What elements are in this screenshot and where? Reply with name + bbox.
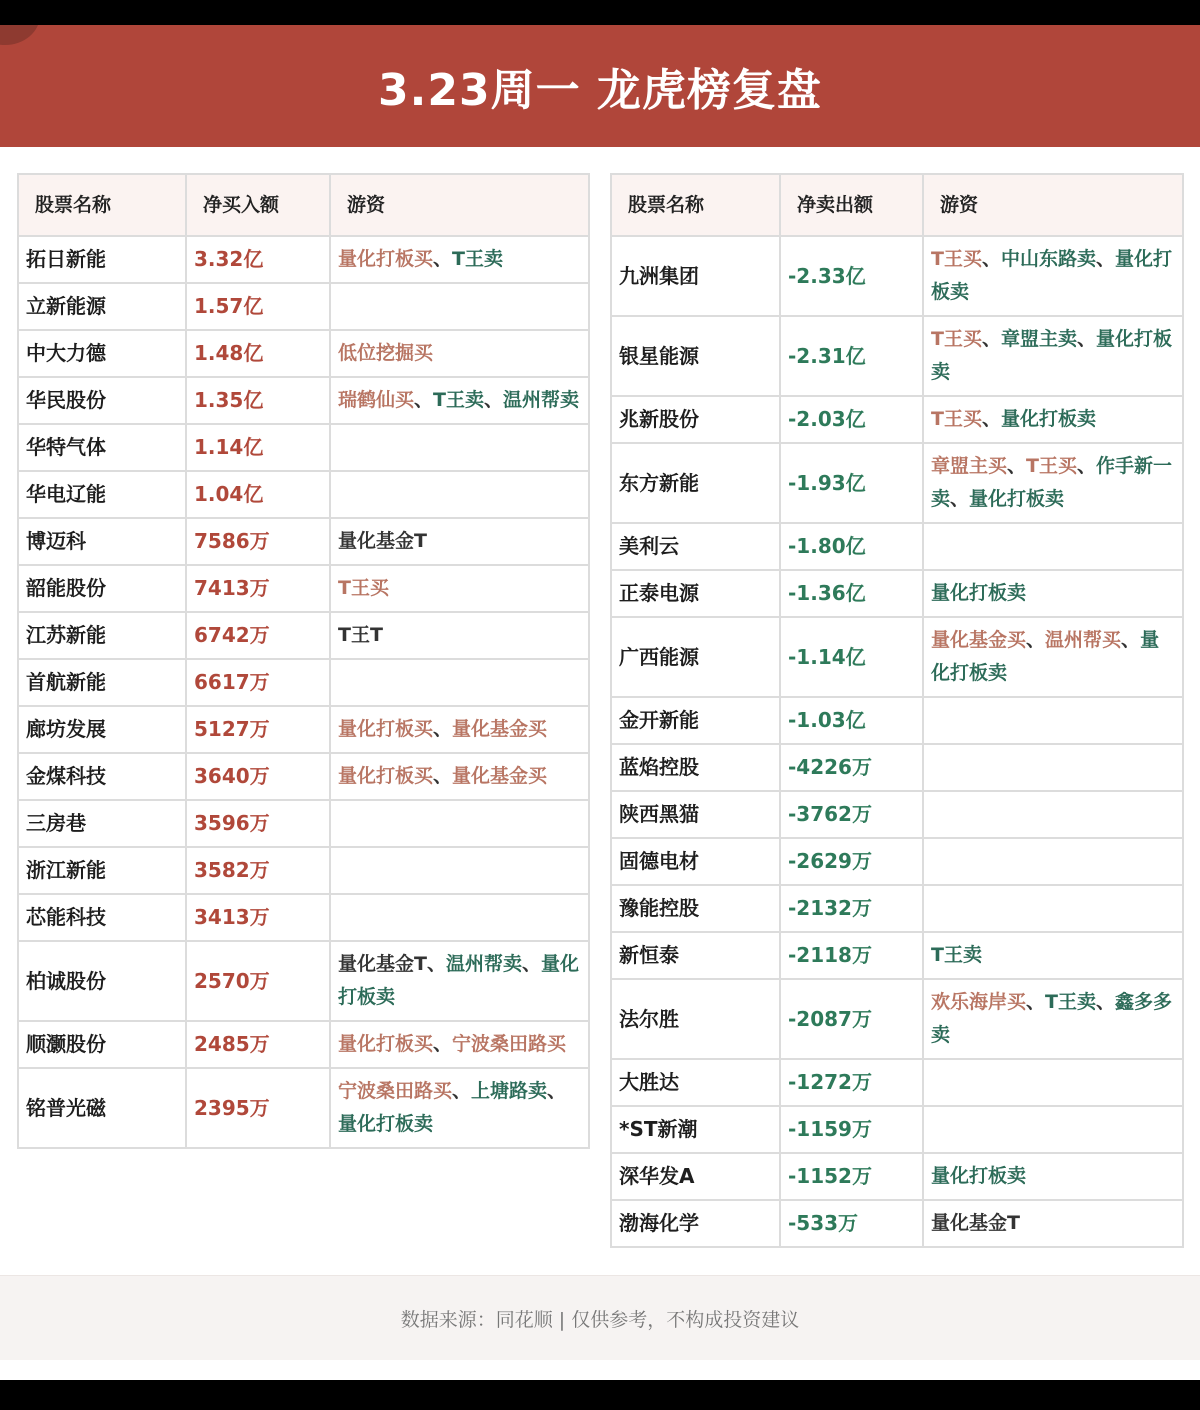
stock-name: 华特气体 (18, 424, 186, 471)
net-amount: -1.14亿 (780, 617, 923, 697)
table-row (611, 979, 1183, 1059)
stock-name: 美利云 (611, 523, 780, 570)
trader-sell: T王卖 (931, 944, 982, 966)
traders-cell (330, 471, 589, 518)
table-row (611, 1153, 1183, 1200)
stock-name: 顺灏股份 (18, 1021, 186, 1068)
traders-cell (923, 1059, 1183, 1106)
separator: 、 (547, 1080, 567, 1102)
table-row (18, 1021, 589, 1068)
traders-cell (923, 617, 1183, 697)
traders-cell (330, 1021, 589, 1068)
traders-cell (923, 697, 1183, 744)
stock-name: 芯能科技 (18, 894, 186, 941)
traders-cell (923, 443, 1183, 523)
net-amount: -1.93亿 (780, 443, 923, 523)
net-amount: -2.03亿 (780, 396, 923, 443)
table-row (611, 236, 1183, 316)
net-amount: -1159万 (780, 1106, 923, 1153)
stock-name: 金开新能 (611, 697, 780, 744)
net-amount: 7413万 (186, 565, 330, 612)
net-sell-table (610, 173, 1184, 1248)
traders-cell (923, 570, 1183, 617)
traders-cell (923, 523, 1183, 570)
trader-sell: 温州帮卖 (503, 389, 580, 411)
trader-buy: 量化基金买 (931, 629, 1027, 651)
trader-buy: T王买 (1026, 455, 1077, 477)
top-black-bar (0, 0, 1200, 25)
traders-cell (330, 283, 589, 330)
separator: 、 (1096, 248, 1116, 270)
traders-cell (330, 236, 589, 283)
trader-sell: 温州帮卖 (445, 953, 522, 975)
table-row (18, 659, 589, 706)
net-amount: -1.03亿 (780, 697, 923, 744)
net-amount: -533万 (780, 1200, 923, 1247)
trader-sell: 量化打板卖 (338, 953, 580, 1008)
traders-cell (330, 894, 589, 941)
table-row (611, 617, 1183, 697)
trader-buy: 量化打板买 (338, 718, 434, 740)
net-amount: 2570万 (186, 941, 330, 1021)
net-buy-rows (18, 236, 589, 1148)
separator: 、 (981, 408, 1001, 430)
separator: 、 (1077, 455, 1097, 477)
trader-buy: 瑞鹤仙买 (338, 389, 415, 411)
header-stock-name: 股票名称 (611, 174, 780, 236)
table-row (18, 283, 589, 330)
traders-cell (923, 744, 1183, 791)
table-row (18, 330, 589, 377)
trader-buy: 量化基金买 (452, 765, 548, 787)
traders-cell (923, 885, 1183, 932)
trader-sell: 量化打板卖 (338, 1113, 434, 1135)
stock-name: 廊坊发展 (18, 706, 186, 753)
table-row (611, 1200, 1183, 1247)
table-header-row (611, 174, 1183, 236)
trader-sell: 鑫多多卖 (931, 991, 1173, 1046)
stock-name: 渤海化学 (611, 1200, 780, 1247)
footer-source-note (0, 1275, 1200, 1360)
table-row (611, 523, 1183, 570)
stock-name: 博迈科 (18, 518, 186, 565)
net-amount: -2.33亿 (780, 236, 923, 316)
table-row (611, 885, 1183, 932)
net-amount: -2.31亿 (780, 316, 923, 396)
net-amount: -1152万 (780, 1153, 923, 1200)
trader-buy: 章盟主买 (931, 455, 1008, 477)
table-row (611, 791, 1183, 838)
table-row (611, 1059, 1183, 1106)
banner-corner-decoration (0, 25, 40, 45)
stock-name: 豫能控股 (611, 885, 780, 932)
table-row (18, 753, 589, 800)
trader-sell: 量化打板卖 (931, 248, 1173, 303)
net-amount: -1.36亿 (780, 570, 923, 617)
table-row (18, 518, 589, 565)
stock-name: 柏诚股份 (18, 941, 186, 1021)
traders-cell (923, 1200, 1183, 1247)
traders-cell (330, 847, 589, 894)
stock-name: 拓日新能 (18, 236, 186, 283)
net-amount: -1272万 (780, 1059, 923, 1106)
stock-name: 银星能源 (611, 316, 780, 396)
net-amount: 3640万 (186, 753, 330, 800)
trader-sell: 量化打板卖 (931, 629, 1160, 684)
net-amount: 3596万 (186, 800, 330, 847)
trader-neutral: 量化基金T (931, 1212, 1020, 1234)
separator: 、 (1026, 991, 1046, 1013)
trader-buy: T王买 (338, 577, 389, 599)
page-title: 3.23周一 龙虎榜复盘 (378, 65, 822, 116)
trader-sell: T王卖 (1045, 991, 1096, 1013)
trader-sell: 量化打板卖 (969, 488, 1065, 510)
table-row (611, 838, 1183, 885)
traders-cell (923, 791, 1183, 838)
net-amount: 2395万 (186, 1068, 330, 1148)
title-banner (0, 25, 1200, 147)
separator: 、 (484, 389, 504, 411)
table-row (18, 1068, 589, 1148)
traders-cell (330, 330, 589, 377)
separator: 、 (1007, 455, 1027, 477)
separator: 、 (1121, 629, 1141, 651)
net-amount: -3762万 (780, 791, 923, 838)
stock-name: *ST新潮 (611, 1106, 780, 1153)
traders-cell (330, 753, 589, 800)
stock-name: 广西能源 (611, 617, 780, 697)
stock-name: 固德电材 (611, 838, 780, 885)
net-amount: 1.57亿 (186, 283, 330, 330)
trader-buy: 宁波桑田路买 (338, 1080, 453, 1102)
traders-cell (330, 706, 589, 753)
table-row (611, 697, 1183, 744)
stock-name: 陕西黑猫 (611, 791, 780, 838)
table-row (611, 1106, 1183, 1153)
table-row (18, 847, 589, 894)
traders-cell (330, 565, 589, 612)
net-amount: 6617万 (186, 659, 330, 706)
net-amount: -2132万 (780, 885, 923, 932)
trader-sell: 量化打板卖 (931, 1165, 1027, 1187)
stock-name: 中大力德 (18, 330, 186, 377)
trader-buy: 宁波桑田路买 (452, 1033, 567, 1055)
traders-cell (923, 1106, 1183, 1153)
traders-cell (923, 236, 1183, 316)
table-row (611, 570, 1183, 617)
traders-cell (330, 424, 589, 471)
traders-cell (923, 316, 1183, 396)
stock-name: 正泰电源 (611, 570, 780, 617)
separator: 、 (452, 1080, 472, 1102)
table-row (18, 894, 589, 941)
trader-buy: T王买 (931, 408, 982, 430)
net-amount: 3.32亿 (186, 236, 330, 283)
net-amount: -4226万 (780, 744, 923, 791)
trader-neutral: 量化基金T (338, 953, 427, 975)
stock-name: 法尔胜 (611, 979, 780, 1059)
stock-name: 金煤科技 (18, 753, 186, 800)
trader-buy: 量化基金买 (452, 718, 548, 740)
trader-buy: 量化打板买 (338, 1033, 434, 1055)
separator: 、 (950, 488, 970, 510)
separator: 、 (981, 328, 1001, 350)
trader-sell: 量化打板卖 (931, 582, 1027, 604)
stock-name: 三房巷 (18, 800, 186, 847)
trader-sell: 章盟主卖 (1000, 328, 1077, 350)
table-row (18, 236, 589, 283)
stock-name: 首航新能 (18, 659, 186, 706)
separator: 、 (981, 248, 1001, 270)
trader-neutral: T王T (338, 624, 383, 646)
trader-neutral: 量化基金T (338, 530, 427, 552)
header-net-buy: 净买入额 (186, 174, 330, 236)
stock-name: 蓝焰控股 (611, 744, 780, 791)
header-stock-name: 股票名称 (18, 174, 186, 236)
net-amount: 3582万 (186, 847, 330, 894)
net-amount: -2087万 (780, 979, 923, 1059)
stock-name: 兆新股份 (611, 396, 780, 443)
separator: 、 (414, 389, 434, 411)
traders-cell (330, 941, 589, 1021)
net-amount: 7586万 (186, 518, 330, 565)
net-amount: 5127万 (186, 706, 330, 753)
table-row (18, 424, 589, 471)
net-amount: 1.04亿 (186, 471, 330, 518)
stock-name: 江苏新能 (18, 612, 186, 659)
traders-cell (923, 932, 1183, 979)
stock-name: 东方新能 (611, 443, 780, 523)
header-traders: 游资 (330, 174, 589, 236)
stock-name: 新恒泰 (611, 932, 780, 979)
trader-sell: 上塘路卖 (471, 1080, 548, 1102)
stock-name: 浙江新能 (18, 847, 186, 894)
traders-cell (330, 800, 589, 847)
stock-name: 华民股份 (18, 377, 186, 424)
net-buy-table (17, 173, 590, 1149)
table-row (18, 565, 589, 612)
net-amount: -2629万 (780, 838, 923, 885)
table-row (18, 941, 589, 1021)
net-amount: -2118万 (780, 932, 923, 979)
trader-buy: 量化打板买 (338, 765, 434, 787)
stock-name: 大胜达 (611, 1059, 780, 1106)
header-net-sell: 净卖出额 (780, 174, 923, 236)
net-amount: 2485万 (186, 1021, 330, 1068)
traders-cell (923, 838, 1183, 885)
trader-sell: T王卖 (452, 248, 503, 270)
separator: 、 (1077, 328, 1097, 350)
trader-sell: 作手新一卖 (931, 455, 1173, 510)
trader-buy: T王买 (931, 248, 982, 270)
separator: 、 (426, 953, 446, 975)
traders-cell (923, 1153, 1183, 1200)
table-row (18, 377, 589, 424)
separator: 、 (433, 718, 453, 740)
table-row (611, 744, 1183, 791)
trader-sell: 量化打板卖 (931, 328, 1173, 383)
stock-name: 华电辽能 (18, 471, 186, 518)
net-amount: 6742万 (186, 612, 330, 659)
trader-sell: T王卖 (433, 389, 484, 411)
traders-cell (330, 1068, 589, 1148)
stock-name: 九洲集团 (611, 236, 780, 316)
traders-cell (923, 979, 1183, 1059)
header-traders: 游资 (923, 174, 1183, 236)
table-row (611, 932, 1183, 979)
table-row (611, 396, 1183, 443)
trader-buy: 量化打板买 (338, 248, 434, 270)
trader-buy: T王买 (931, 328, 982, 350)
traders-cell (330, 518, 589, 565)
separator: 、 (522, 953, 542, 975)
net-amount: 1.35亿 (186, 377, 330, 424)
stock-name: 韶能股份 (18, 565, 186, 612)
table-row (18, 706, 589, 753)
footer-text: 数据来源：同花顺 | 仅供参考，不构成投资建议 (400, 1308, 800, 1331)
trader-buy: 低位挖掘买 (338, 342, 434, 364)
separator: 、 (1026, 629, 1046, 651)
traders-cell (330, 659, 589, 706)
table-row (18, 800, 589, 847)
separator: 、 (433, 1033, 453, 1055)
stock-name: 深华发A (611, 1153, 780, 1200)
trader-buy: 温州帮买 (1045, 629, 1122, 651)
bottom-black-bar (0, 1380, 1200, 1410)
net-sell-rows (611, 236, 1183, 1247)
stock-name: 立新能源 (18, 283, 186, 330)
trader-sell: 中山东路卖 (1000, 248, 1096, 270)
net-amount: -1.80亿 (780, 523, 923, 570)
table-row (611, 443, 1183, 523)
separator: 、 (433, 765, 453, 787)
table-header-row (18, 174, 589, 236)
table-row (18, 612, 589, 659)
traders-cell (330, 612, 589, 659)
table-row (18, 471, 589, 518)
trader-buy: 欢乐海岸买 (931, 991, 1027, 1013)
net-amount: 1.14亿 (186, 424, 330, 471)
traders-cell (330, 377, 589, 424)
separator: 、 (1096, 991, 1116, 1013)
table-row (611, 316, 1183, 396)
separator: 、 (433, 248, 453, 270)
net-amount: 3413万 (186, 894, 330, 941)
net-amount: 1.48亿 (186, 330, 330, 377)
stock-name: 铭普光磁 (18, 1068, 186, 1148)
traders-cell (923, 396, 1183, 443)
trader-sell: 量化打板卖 (1000, 408, 1096, 430)
